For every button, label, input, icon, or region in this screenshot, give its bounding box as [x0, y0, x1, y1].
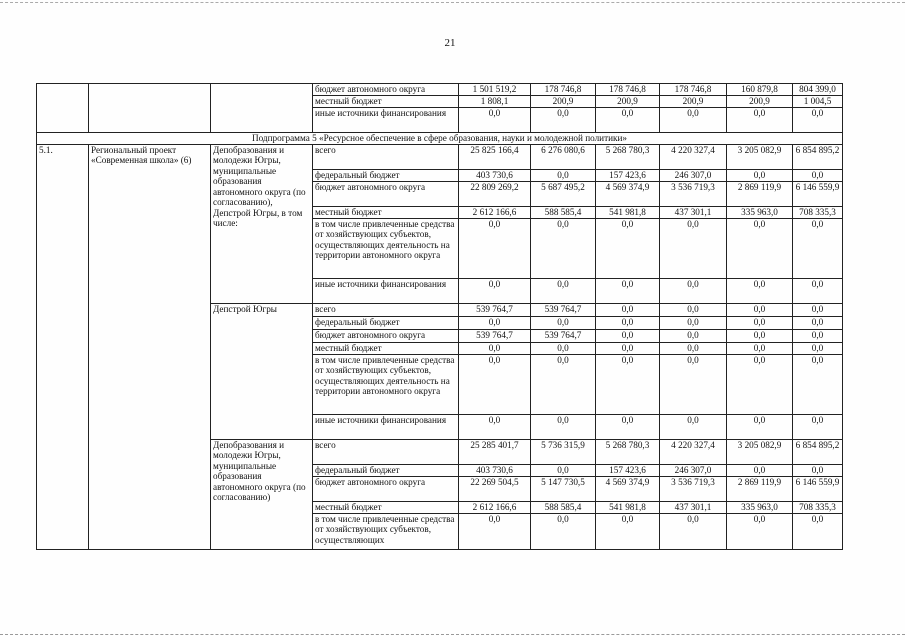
value-cell: 0,0: [793, 303, 843, 316]
value-cell: 178 746,8: [660, 84, 727, 96]
source-label: местный бюджет: [313, 342, 459, 354]
source-label: иные источники финансирования: [313, 108, 459, 133]
value-cell: 0,0: [596, 108, 660, 133]
value-cell: 0,0: [596, 218, 660, 278]
value-cell: 0,0: [727, 218, 793, 278]
table-row: [37, 84, 843, 96]
value-cell: 0,0: [531, 316, 596, 329]
value-cell: 0,0: [596, 513, 660, 549]
value-cell: 22 809 269,2: [459, 181, 531, 206]
value-cell: 0,0: [459, 108, 531, 133]
scan-edge-top: [0, 2, 905, 3]
value-cell: 22 269 504,5: [459, 476, 531, 501]
value-cell: 4 569 374,9: [596, 476, 660, 501]
value-cell: 539 764,7: [531, 329, 596, 342]
value-cell: 539 764,7: [459, 303, 531, 316]
table-row: [37, 144, 843, 169]
value-cell: 0,0: [596, 354, 660, 414]
item-name: Региональный проект «Современная школа» (6): [89, 144, 211, 549]
value-cell: 4 220 327,4: [660, 144, 727, 169]
value-cell: 4 569 374,9: [596, 181, 660, 206]
value-cell: 0,0: [793, 169, 843, 181]
value-cell: 200,9: [596, 96, 660, 108]
source-label: всего: [313, 439, 459, 464]
value-cell: 3 536 719,3: [660, 181, 727, 206]
value-cell: 2 612 166,6: [459, 501, 531, 513]
value-cell: 0,0: [727, 316, 793, 329]
value-cell: 0,0: [727, 108, 793, 133]
value-cell: 0,0: [531, 354, 596, 414]
value-cell: 0,0: [727, 354, 793, 414]
value-cell: 541 981,8: [596, 206, 660, 218]
value-cell: 0,0: [727, 513, 793, 549]
source-label: бюджет автономного округа: [313, 181, 459, 206]
value-cell: 0,0: [660, 342, 727, 354]
value-cell: 0,0: [531, 464, 596, 476]
source-label: в том числе привлеченные средства от хозяйствующих субъектов, осуществляющих: [313, 513, 459, 549]
value-cell: 0,0: [727, 464, 793, 476]
value-cell: 25 285 401,7: [459, 439, 531, 464]
item-number: 5.1.: [37, 144, 89, 549]
value-cell: 0,0: [531, 218, 596, 278]
value-cell: 0,0: [660, 316, 727, 329]
value-cell: 5 268 780,3: [596, 439, 660, 464]
value-cell: 437 301,1: [660, 501, 727, 513]
executor-cell: [211, 84, 313, 133]
value-cell: 0,0: [660, 218, 727, 278]
value-cell: 200,9: [660, 96, 727, 108]
value-cell: 0,0: [793, 342, 843, 354]
value-cell: 0,0: [459, 354, 531, 414]
source-label: бюджет автономного округа: [313, 329, 459, 342]
value-cell: 0,0: [596, 278, 660, 303]
value-cell: 6 276 080,6: [531, 144, 596, 169]
value-cell: 708 335,3: [793, 206, 843, 218]
value-cell: 0,0: [793, 513, 843, 549]
executor-group-3: Депобразования и молодежи Югры, муниципальные образования автономного округа (по согласованию): [211, 439, 313, 549]
value-cell: 804 399,0: [793, 84, 843, 96]
value-cell: 588 585,4: [531, 206, 596, 218]
value-cell: 3 205 082,9: [727, 439, 793, 464]
source-label: местный бюджет: [313, 501, 459, 513]
value-cell: 0,0: [660, 278, 727, 303]
value-cell: 539 764,7: [531, 303, 596, 316]
executor-group-2: Депстрой Югры: [211, 303, 313, 439]
value-cell: 0,0: [793, 278, 843, 303]
value-cell: 4 220 327,4: [660, 439, 727, 464]
value-cell: 157 423,6: [596, 169, 660, 181]
value-cell: 0,0: [531, 513, 596, 549]
value-cell: 0,0: [793, 354, 843, 414]
value-cell: 539 764,7: [459, 329, 531, 342]
value-cell: 588 585,4: [531, 501, 596, 513]
value-cell: 335 963,0: [727, 206, 793, 218]
value-cell: 0,0: [660, 108, 727, 133]
value-cell: 0,0: [660, 414, 727, 439]
value-cell: 25 825 166,4: [459, 144, 531, 169]
value-cell: 178 746,8: [596, 84, 660, 96]
executor-group-1: Депобразования и молодежи Югры, муниципальные образования автономного округа (по согласованию), Депстрой Югры, в том числе:: [211, 144, 313, 303]
value-cell: 246 307,0: [660, 464, 727, 476]
value-cell: 0,0: [596, 414, 660, 439]
value-cell: 0,0: [531, 108, 596, 133]
value-cell: 1 808,1: [459, 96, 531, 108]
value-cell: 0,0: [793, 329, 843, 342]
value-cell: 2 869 119,9: [727, 476, 793, 501]
value-cell: 246 307,0: [660, 169, 727, 181]
value-cell: 5 687 495,2: [531, 181, 596, 206]
value-cell: 0,0: [727, 342, 793, 354]
value-cell: 0,0: [531, 169, 596, 181]
value-cell: 0,0: [727, 278, 793, 303]
value-cell: 0,0: [660, 329, 727, 342]
number-cell: [37, 84, 89, 133]
value-cell: 0,0: [459, 218, 531, 278]
value-cell: 3 536 719,3: [660, 476, 727, 501]
value-cell: 403 730,6: [459, 464, 531, 476]
scan-edge-bottom: [0, 634, 905, 635]
source-label: федеральный бюджет: [313, 316, 459, 329]
value-cell: 0,0: [531, 342, 596, 354]
value-cell: 0,0: [660, 513, 727, 549]
value-cell: 0,0: [531, 414, 596, 439]
value-cell: 541 981,8: [596, 501, 660, 513]
value-cell: 5 268 780,3: [596, 144, 660, 169]
value-cell: 0,0: [596, 329, 660, 342]
source-label: в том числе привлеченные средства от хозяйствующих субъектов, осуществляющих деятельность на территории автономного округа: [313, 218, 459, 278]
value-cell: 0,0: [727, 303, 793, 316]
value-cell: 335 963,0: [727, 501, 793, 513]
value-cell: 160 879,8: [727, 84, 793, 96]
value-cell: 0,0: [660, 354, 727, 414]
value-cell: 0,0: [459, 278, 531, 303]
subprogram-heading: Подпрограмма 5 «Ресурсное обеспечение в сфере образования, науки и молодежной политики»: [37, 133, 843, 145]
value-cell: 0,0: [793, 316, 843, 329]
value-cell: 403 730,6: [459, 169, 531, 181]
value-cell: 6 854 895,2: [793, 439, 843, 464]
value-cell: 157 423,6: [596, 464, 660, 476]
page-number: 21: [444, 37, 456, 49]
value-cell: 0,0: [596, 303, 660, 316]
value-cell: 200,9: [727, 96, 793, 108]
value-cell: 6 146 559,9: [793, 181, 843, 206]
value-cell: 200,9: [531, 96, 596, 108]
value-cell: 2 869 119,9: [727, 181, 793, 206]
value-cell: 0,0: [459, 342, 531, 354]
source-label: местный бюджет: [313, 96, 459, 108]
source-label: всего: [313, 144, 459, 169]
value-cell: 3 205 082,9: [727, 144, 793, 169]
source-label: местный бюджет: [313, 206, 459, 218]
source-label: иные источники финансирования: [313, 414, 459, 439]
table-body: [37, 84, 843, 550]
source-label: в том числе привлеченные средства от хозяйствующих субъектов, осуществляющих деятельность на территории автономного округа: [313, 354, 459, 414]
budget-table: [36, 83, 843, 550]
value-cell: 437 301,1: [660, 206, 727, 218]
source-label: всего: [313, 303, 459, 316]
name-cell: [89, 84, 211, 133]
value-cell: 0,0: [727, 169, 793, 181]
value-cell: 2 612 166,6: [459, 206, 531, 218]
value-cell: 0,0: [660, 303, 727, 316]
value-cell: 0,0: [793, 108, 843, 133]
value-cell: 0,0: [727, 414, 793, 439]
source-label: бюджет автономного округа: [313, 476, 459, 501]
source-label: бюджет автономного округа: [313, 84, 459, 96]
source-label: федеральный бюджет: [313, 169, 459, 181]
value-cell: 5 736 315,9: [531, 439, 596, 464]
value-cell: 0,0: [596, 316, 660, 329]
value-cell: 178 746,8: [531, 84, 596, 96]
value-cell: 6 146 559,9: [793, 476, 843, 501]
table-row: [37, 133, 843, 145]
value-cell: 708 335,3: [793, 501, 843, 513]
value-cell: 0,0: [793, 414, 843, 439]
source-label: федеральный бюджет: [313, 464, 459, 476]
value-cell: 0,0: [793, 464, 843, 476]
value-cell: 0,0: [459, 414, 531, 439]
value-cell: 0,0: [531, 278, 596, 303]
value-cell: 0,0: [727, 329, 793, 342]
value-cell: 1 004,5: [793, 96, 843, 108]
value-cell: 0,0: [596, 342, 660, 354]
value-cell: 0,0: [793, 218, 843, 278]
value-cell: 1 501 519,2: [459, 84, 531, 96]
value-cell: 0,0: [459, 513, 531, 549]
value-cell: 5 147 730,5: [531, 476, 596, 501]
value-cell: 0,0: [459, 316, 531, 329]
source-label: иные источники финансирования: [313, 278, 459, 303]
value-cell: 6 854 895,2: [793, 144, 843, 169]
